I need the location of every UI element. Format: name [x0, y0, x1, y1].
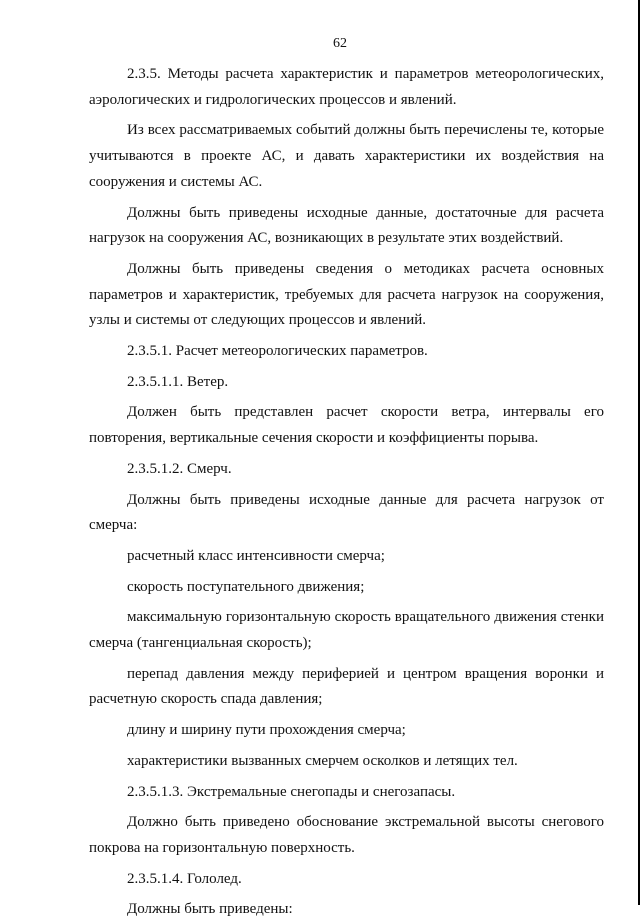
list-item: максимальную горизонтальную скорость вращательного движения стенки смерча (тангенциальная скорость); [89, 609, 604, 652]
subsection-heading-2-3-5-1-4: 2.3.5.1.4. Гололед. [127, 870, 242, 887]
list-item: характеристики вызванных смерчем осколков и летящих тел. [127, 752, 518, 769]
subsection-heading-2-3-5-1-3: 2.3.5.1.3. Экстремальные снегопады и снегозапасы. [127, 783, 456, 800]
paragraph: Должно быть приведено обоснование экстремальной высоты снегового покрова на горизонтальную поверхность. [89, 814, 604, 856]
paragraph: Должны быть приведены сведения о методиках расчета основных параметров и характеристик, требуемых для расчета нагрузок на сооружения, узлы и системы от следующих процессов и явлений. [89, 260, 604, 329]
paragraph: Должен быть представлен расчет скорости ветра, интервалы его повторения, вертикальные сечения скорости и коэффициенты порыва. [89, 404, 604, 447]
subsection-heading-2-3-5-1-1: 2.3.5.1.1. Ветер. [127, 373, 229, 390]
list-item: скорость поступательного движения; [127, 578, 365, 595]
paragraph: Из всех рассматриваемых событий должны быть перечислены те, которые учитываются в проекте АС, и давать характеристики их воздействия на сооружения и системы АС. [89, 122, 604, 190]
paragraph: Должны быть приведены исходные данные для расчета нагрузок от смерча: [89, 491, 604, 534]
section-heading-2-3-5: 2.3.5. Методы расчета характеристик и параметров метеорологических, аэрологических и гидрологических процессов и явлений. [89, 66, 604, 108]
list-item: расчетный класс интенсивности смерча; [127, 547, 385, 564]
list-item: длину и ширину пути прохождения смерча; [127, 722, 406, 739]
document-body [89, 62, 604, 923]
page-number: 62 [333, 36, 347, 51]
subsection-heading-2-3-5-1-2: 2.3.5.1.2. Смерч. [127, 460, 232, 477]
paragraph: Должны быть приведены: [127, 901, 293, 918]
subsection-heading-2-3-5-1: 2.3.5.1. Расчет метеорологических параметров. [127, 343, 428, 360]
paragraph: Должны быть приведены исходные данные, достаточные для расчета нагрузок на сооружения АС, возникающих в результате этих воздействий. [89, 204, 604, 247]
list-item: перепад давления между периферией и центром вращения воронки и расчетную скорость спада давления; [89, 665, 604, 708]
